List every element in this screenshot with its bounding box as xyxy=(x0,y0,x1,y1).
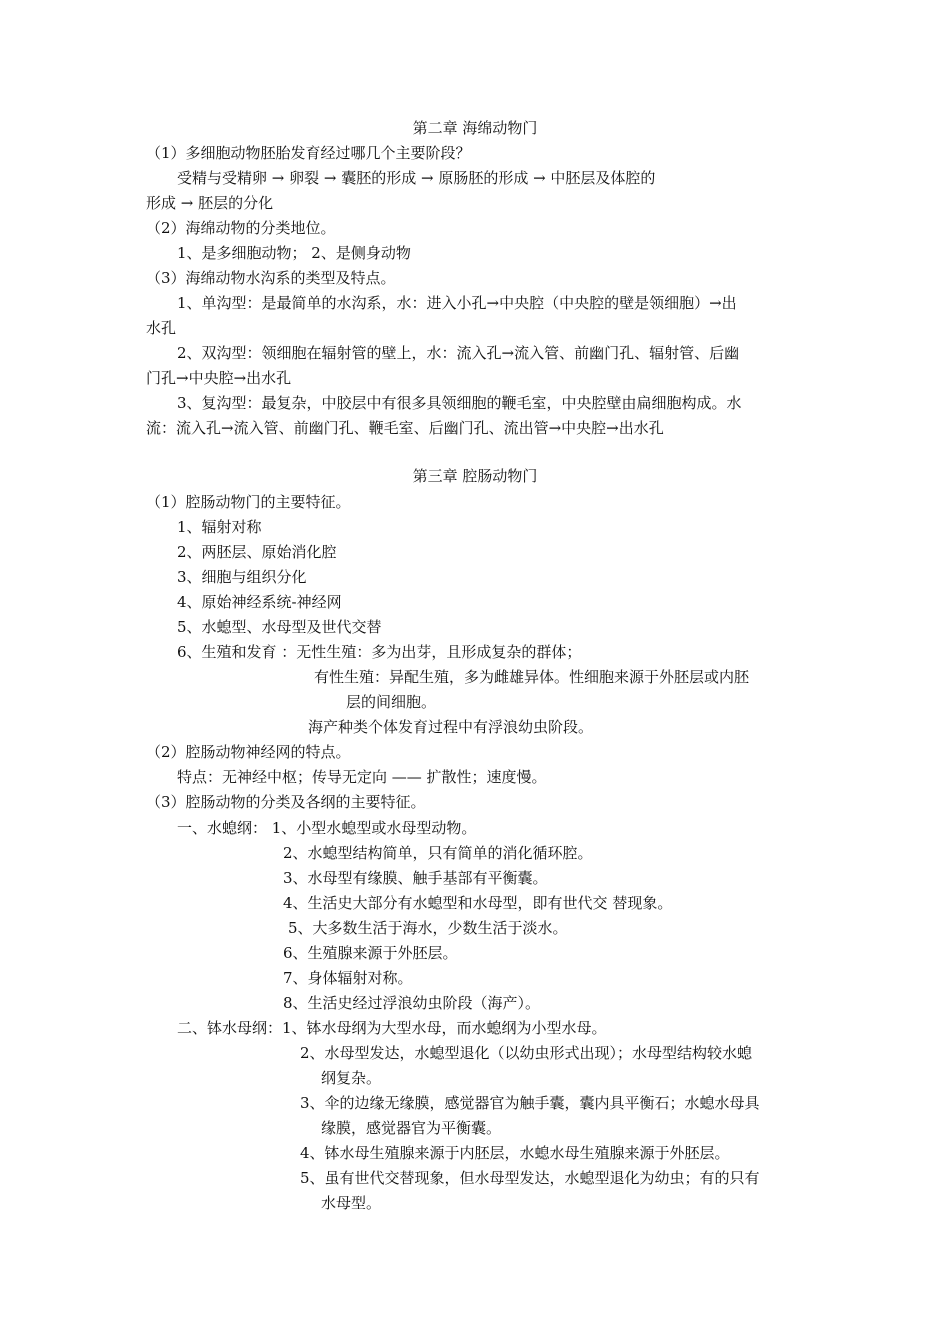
ch3-feature-item: 5、水螅型、水母型及世代交替 xyxy=(177,618,382,636)
ch2-answer-3-item3-line1: 3、复沟型：最复杂，中胶层中有很多具领细胞的鞭毛室，中央腔壁由扁细胞构成。水 xyxy=(177,394,742,412)
ch2-answer-3-item1-line1: 1、单沟型：是最简单的水沟系，水：进入小孔→中央腔（中央腔的壁是领细胞）→出 xyxy=(177,294,737,312)
ch2-answer-1-line2: 形成 → 胚层的分化 xyxy=(146,194,274,212)
ch3-question-2: （2）腔肠动物神经网的特点。 xyxy=(146,743,351,761)
ch2-answer-1-line1: 受精与受精卵 → 卵裂 → 囊胚的形成 → 原肠胚的形成 → 中胚层及体腔的 xyxy=(177,169,656,187)
scyphozoa-item5-line1: 5、虽有世代交替现象，但水母型发达，水螅型退化为幼虫；有的只有 xyxy=(300,1169,760,1187)
scyphozoa-item5-line2: 水母型。 xyxy=(321,1194,382,1212)
ch3-sexual-reproduction-line2: 层的间细胞。 xyxy=(346,693,437,711)
chapter2-title: 第二章 海绵动物门 xyxy=(412,119,538,137)
hydrozoa-item: 4、生活史大部分有水螅型和水母型，即有世代交 替现象。 xyxy=(283,894,673,912)
scyphozoa-heading: 二、钵水母纲：1、钵水母纲为大型水母，而水螅纲为小型水母。 xyxy=(177,1019,607,1037)
scyphozoa-item4: 4、钵水母生殖腺来源于内胚层，水螅水母生殖腺来源于外胚层。 xyxy=(300,1144,730,1162)
ch2-answer-3-item1-line2: 水孔 xyxy=(146,319,177,337)
hydrozoa-item: 8、生活史经过浮浪幼虫阶段（海产）。 xyxy=(283,994,541,1012)
ch3-question-1: （1）腔肠动物门的主要特征。 xyxy=(146,493,351,511)
hydrozoa-item: 6、生殖腺来源于外胚层。 xyxy=(283,944,458,962)
ch3-answer-2: 特点：无神经中枢；传导无定向 —— 扩散性；速度慢。 xyxy=(177,768,547,786)
hydrozoa-item: 5、大多数生活于海水，少数生活于淡水。 xyxy=(288,919,568,937)
ch3-marine-development: 海产种类个体发育过程中有浮浪幼虫阶段。 xyxy=(308,718,594,736)
hydrozoa-item: 3、水母型有缘膜、触手基部有平衡囊。 xyxy=(283,869,548,887)
ch3-feature-item: 4、原始神经系统-神经网 xyxy=(177,593,342,611)
ch3-feature-item: 1、辐射对称 xyxy=(177,518,262,536)
scyphozoa-item2-line1: 2、水母型发达，水螅型退化（以幼虫形式出现）；水母型结构较水螅 xyxy=(300,1044,753,1062)
ch3-feature-item: 3、细胞与组织分化 xyxy=(177,568,307,586)
ch3-question-3: （3）腔肠动物的分类及各纲的主要特征。 xyxy=(146,793,426,811)
hydrozoa-item: 7、身体辐射对称。 xyxy=(283,969,413,987)
ch2-answer-3-item2-line2: 门孔→中央腔→出水孔 xyxy=(146,369,292,387)
ch3-feature-item: 6、生殖和发育 ：无性生殖：多为出芽，且形成复杂的群体； xyxy=(177,643,582,661)
ch2-question-3: （3）海绵动物水沟系的类型及特点。 xyxy=(146,269,396,287)
ch2-answer-2: 1、是多细胞动物； 2、是侧身动物 xyxy=(177,244,411,262)
hydrozoa-item: 2、水螅型结构简单，只有简单的消化循环腔。 xyxy=(283,844,593,862)
chapter3-title: 第三章 腔肠动物门 xyxy=(412,467,538,485)
ch2-answer-3-item2-line1: 2、双沟型：领细胞在辐射管的壁上，水：流入孔→流入管、前幽门孔、辐射管、后幽 xyxy=(177,344,740,362)
ch2-answer-3-item3-line2: 流：流入孔→流入管、前幽门孔、鞭毛室、后幽门孔、流出管→中央腔→出水孔 xyxy=(146,419,664,437)
ch3-sexual-reproduction-line1: 有性生殖：异配生殖，多为雌雄异体。性细胞来源于外胚层或内胚 xyxy=(314,668,750,686)
ch2-question-1: （1）多细胞动物胚胎发育经过哪几个主要阶段？ xyxy=(146,144,471,162)
scyphozoa-item3-line1: 3、伞的边缘无缘膜，感觉器官为触手囊，囊内具平衡石；水螅水母具 xyxy=(300,1094,760,1112)
hydrozoa-heading: 一、水螅纲： 1、小型水螅型或水母型动物。 xyxy=(177,819,477,837)
ch3-feature-item: 2、两胚层、原始消化腔 xyxy=(177,543,337,561)
ch2-question-2: （2）海绵动物的分类地位。 xyxy=(146,219,336,237)
scyphozoa-item3-line2: 缘膜，感觉器官为平衡囊。 xyxy=(321,1119,502,1137)
scyphozoa-item2-line2: 纲复杂。 xyxy=(321,1069,382,1087)
